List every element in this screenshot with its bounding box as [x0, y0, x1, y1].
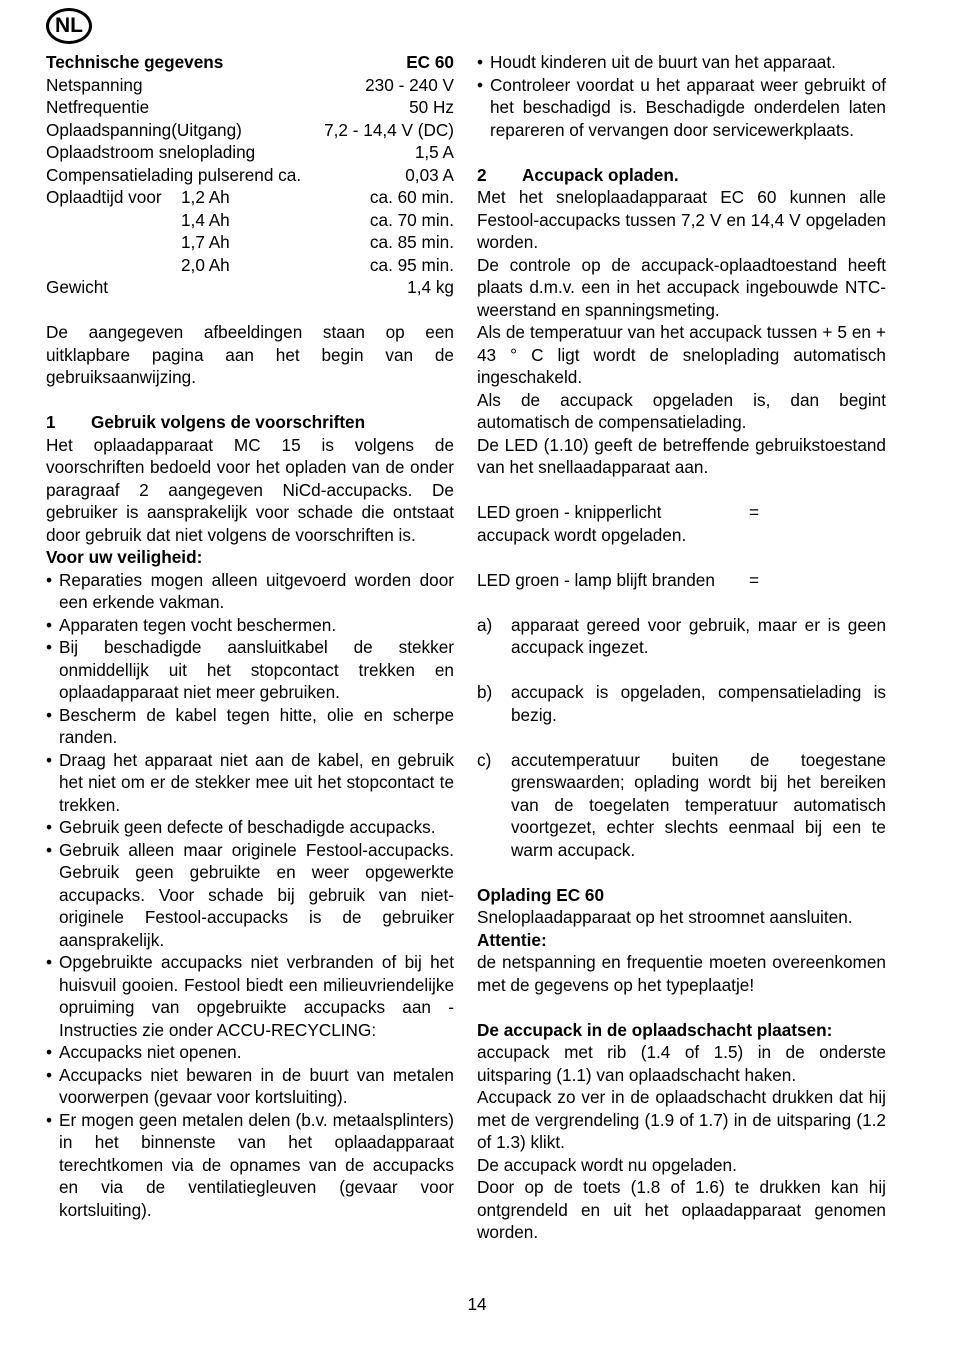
charge-time: ca. 60 min. — [369, 187, 454, 207]
specs-header — [46, 51, 454, 74]
section-2-number: 2 — [477, 164, 487, 185]
safety-list-continued — [477, 51, 886, 141]
list-item: • Bij beschadigde aansluitkabel de stekker onmiddellijk uit het stopcontact trekken en oplaadapparaat niet meer gebruiken. — [46, 636, 454, 704]
item-text: apparaat gereed voor gebruik, maar er is geen accupack ingezet. — [511, 614, 886, 657]
list-item: • Bescherm de kabel tegen hitte, olie en scherpe randen. — [46, 704, 454, 749]
status-item-c — [477, 749, 886, 862]
spec-value: 1,5 A — [414, 142, 454, 162]
list-item: • Gebruik geen defecte of beschadigde accupacks. — [46, 816, 454, 839]
spec-label: Compensatielading pulserend ca. — [46, 164, 302, 185]
charging-title: Oplading EC 60 — [477, 884, 605, 905]
attention-title: Attentie: — [477, 929, 547, 950]
insert-title: De accupack in de oplaadschacht plaatsen: — [477, 1019, 833, 1040]
charge-time-row — [46, 186, 454, 209]
section-1-title: Gebruik volgens de voorschriften — [91, 412, 366, 432]
status-item-b — [477, 681, 886, 726]
charge-time: ca. 70 min. — [369, 209, 454, 230]
specs-model: EC 60 — [406, 52, 454, 72]
specs-title: Technische gegevens — [46, 52, 224, 72]
section-1-number: 1 — [46, 412, 56, 432]
weight-value: 1,4 kg — [407, 277, 454, 297]
list-item: • Opgebruikte accupacks niet verbranden of bij het huisvuil gooien. Festool biedt een milieuvriendelijke opruiming van opgebruikte accupacks aan - Instructies zie onder ACCU-RECYCLING: — [46, 951, 454, 1041]
attention-text: de netspanning en frequentie moeten overeenkomen met de gegevens op het typeplaatje! — [477, 952, 886, 995]
capacity: 1,2 Ah — [181, 187, 230, 207]
led-blinking-label: LED groen - knipperlicht — [477, 502, 662, 522]
list-item: • Draag het apparaat niet aan de kabel, en gebruik het niet om er de stekker mee uit het stopcontact te trekken. — [46, 749, 454, 817]
section-1-body: Het oplaadapparaat MC 15 is volgens de voorschriften bedoeld voor het opladen van de onder paragraaf 2 aangegeven NiCd-accupacks. De gebruiker is aansprakelijk voor schade die ontstaat door gebruik dat niet volgens de voorschriften is. — [46, 434, 454, 545]
section-1-heading — [46, 411, 454, 434]
spec-label: Netfrequentie — [46, 97, 150, 117]
section-2-p5: De LED (1.10) geeft de betreffende gebruikstoestand van het snellaadapparaat aan. — [477, 434, 886, 477]
spec-value: 7,2 - 14,4 V (DC) — [324, 119, 454, 140]
list-item: • Accupacks niet bewaren in de buurt van metalen voorwerpen (gevaar voor kortsluiting). — [46, 1064, 454, 1109]
spec-label: Oplaadspanning(Uitgang) — [46, 119, 242, 140]
item-text: accutemperatuur buiten de toegestane grenswaarden; oplading wordt bij het bereiken van de toegelaten temperatuur automatisch voortgezet, echter slechts eenmaal bij een te warm accupack. — [511, 749, 886, 860]
item-text: accupack is opgeladen, compensatielading is bezig. — [511, 682, 886, 725]
status-item-a — [477, 614, 886, 659]
page-number: 14 — [467, 1294, 487, 1314]
spec-row — [46, 119, 454, 142]
charge-time: ca. 85 min. — [369, 232, 454, 252]
list-item: • Controleer voordat u het apparaat weer gebruikt of het beschadigd is. Beschadigde onderdelen laten repareren of vervangen door servicewerkplaats. — [477, 74, 886, 142]
right-column — [477, 51, 886, 1244]
section-2-p4: Als de accupack opgeladen is, dan begint automatisch de compensatielading. — [477, 389, 886, 432]
spec-row — [46, 164, 454, 187]
item-marker: a) — [477, 614, 493, 635]
language-badge-nl: NL — [46, 8, 92, 44]
safety-list — [46, 569, 454, 1222]
insert-p1: accupack met rib (1.4 of 1.5) in de onderste uitsparing (1.1) van oplaadschacht haken. — [477, 1042, 886, 1085]
spec-row — [46, 96, 454, 119]
spec-row — [46, 74, 454, 97]
capacity: 1,4 Ah — [181, 209, 230, 230]
section-2-title: Accupack opladen. — [522, 164, 679, 185]
section-2-heading — [477, 164, 886, 187]
insert-p2: Accupack zo ver in de oplaadschacht drukken dat hij met de vergrendeling (1.9 of 1.7) in de uitsparing (1.2 of 1.3) klikt. — [477, 1087, 886, 1152]
insert-p4: Door op de toets (1.8 of 1.6) te drukken kan hij ontgrendeld en uit het oplaadapparaat genomen worden. — [477, 1177, 886, 1242]
safety-title: Voor uw veiligheid: — [46, 547, 203, 567]
charge-time-label-cell — [46, 186, 230, 209]
led-steady-label: LED groen - lamp blijft branden — [477, 569, 715, 590]
capacity: 1,7 Ah — [181, 232, 230, 252]
capacity: 2,0 Ah — [181, 254, 230, 275]
list-item: • Reparaties mogen alleen uitgevoerd worden door een erkende vakman. — [46, 569, 454, 614]
charge-time: ca. 95 min. — [369, 254, 454, 275]
left-column — [46, 51, 454, 1221]
spec-label: Oplaadstroom sneloplading — [46, 142, 256, 162]
weight-row — [46, 276, 454, 299]
spec-value: 230 - 240 V — [365, 74, 454, 95]
charge-time-row — [46, 254, 454, 277]
spec-value: 0,03 A — [405, 164, 454, 185]
list-item: • Accupacks niet openen. — [46, 1041, 454, 1064]
charge-time-row — [46, 231, 454, 254]
list-item: • Apparaten tegen vocht beschermen. — [46, 614, 454, 637]
weight-label: Gewicht — [46, 277, 109, 297]
spec-row — [46, 141, 454, 164]
led-steady-row — [477, 569, 886, 592]
led-blinking-row — [477, 501, 886, 524]
item-marker: b) — [477, 682, 493, 702]
led-blinking-equals: = — [749, 502, 760, 522]
led-steady-equals: = — [749, 569, 760, 590]
intro-text: De aangegeven afbeeldingen staan op een uitklapbare pagina aan het begin van de gebruiksaanwijzing. — [46, 322, 454, 387]
led-blinking-desc: accupack wordt opgeladen. — [477, 524, 687, 545]
list-item: • Houdt kinderen uit de buurt van het apparaat. — [477, 51, 886, 74]
charging-text: Sneloplaadapparaat op het stroomnet aansluiten. — [477, 907, 853, 927]
insert-p3: De accupack wordt nu opgeladen. — [477, 1154, 737, 1175]
charge-time-label: Oplaadtijd voor — [46, 187, 162, 207]
section-2-p3: Als de temperatuur van het accupack tussen + 5 en + 43 ° C ligt wordt de sneloplading automatisch ingeschakeld. — [477, 322, 886, 387]
spec-value: 50 Hz — [409, 97, 454, 117]
list-item: • Gebruik alleen maar originele Festool-accupacks. Gebruik geen gebruikte en weer opgewerkte accupacks. Voor schade bij gebruik van niet-originele Festool-accupacks is de gebruiker aansprakelijk. — [46, 839, 454, 952]
list-item: • Er mogen geen metalen delen (b.v. metaalsplinters) in het binnenste van het oplaadapparaat terechtkomen via de opnames van de accupacks en via de ventilatiegleuven (gevaar voor kortsluiting). — [46, 1109, 454, 1222]
charge-time-row — [46, 209, 454, 232]
section-2-p2: De controle op de accupack-oplaadtoestand heeft plaats d.m.v. een in het accupack ingebouwde NTC-weerstand en spanningsmeting. — [477, 254, 886, 320]
section-2-p1: Met het sneloplaadapparaat EC 60 kunnen alle Festool-accupacks tussen 7,2 V en 14,4 V opgeladen worden. — [477, 187, 886, 252]
item-marker: c) — [477, 749, 492, 770]
spec-label: Netspanning — [46, 74, 143, 95]
